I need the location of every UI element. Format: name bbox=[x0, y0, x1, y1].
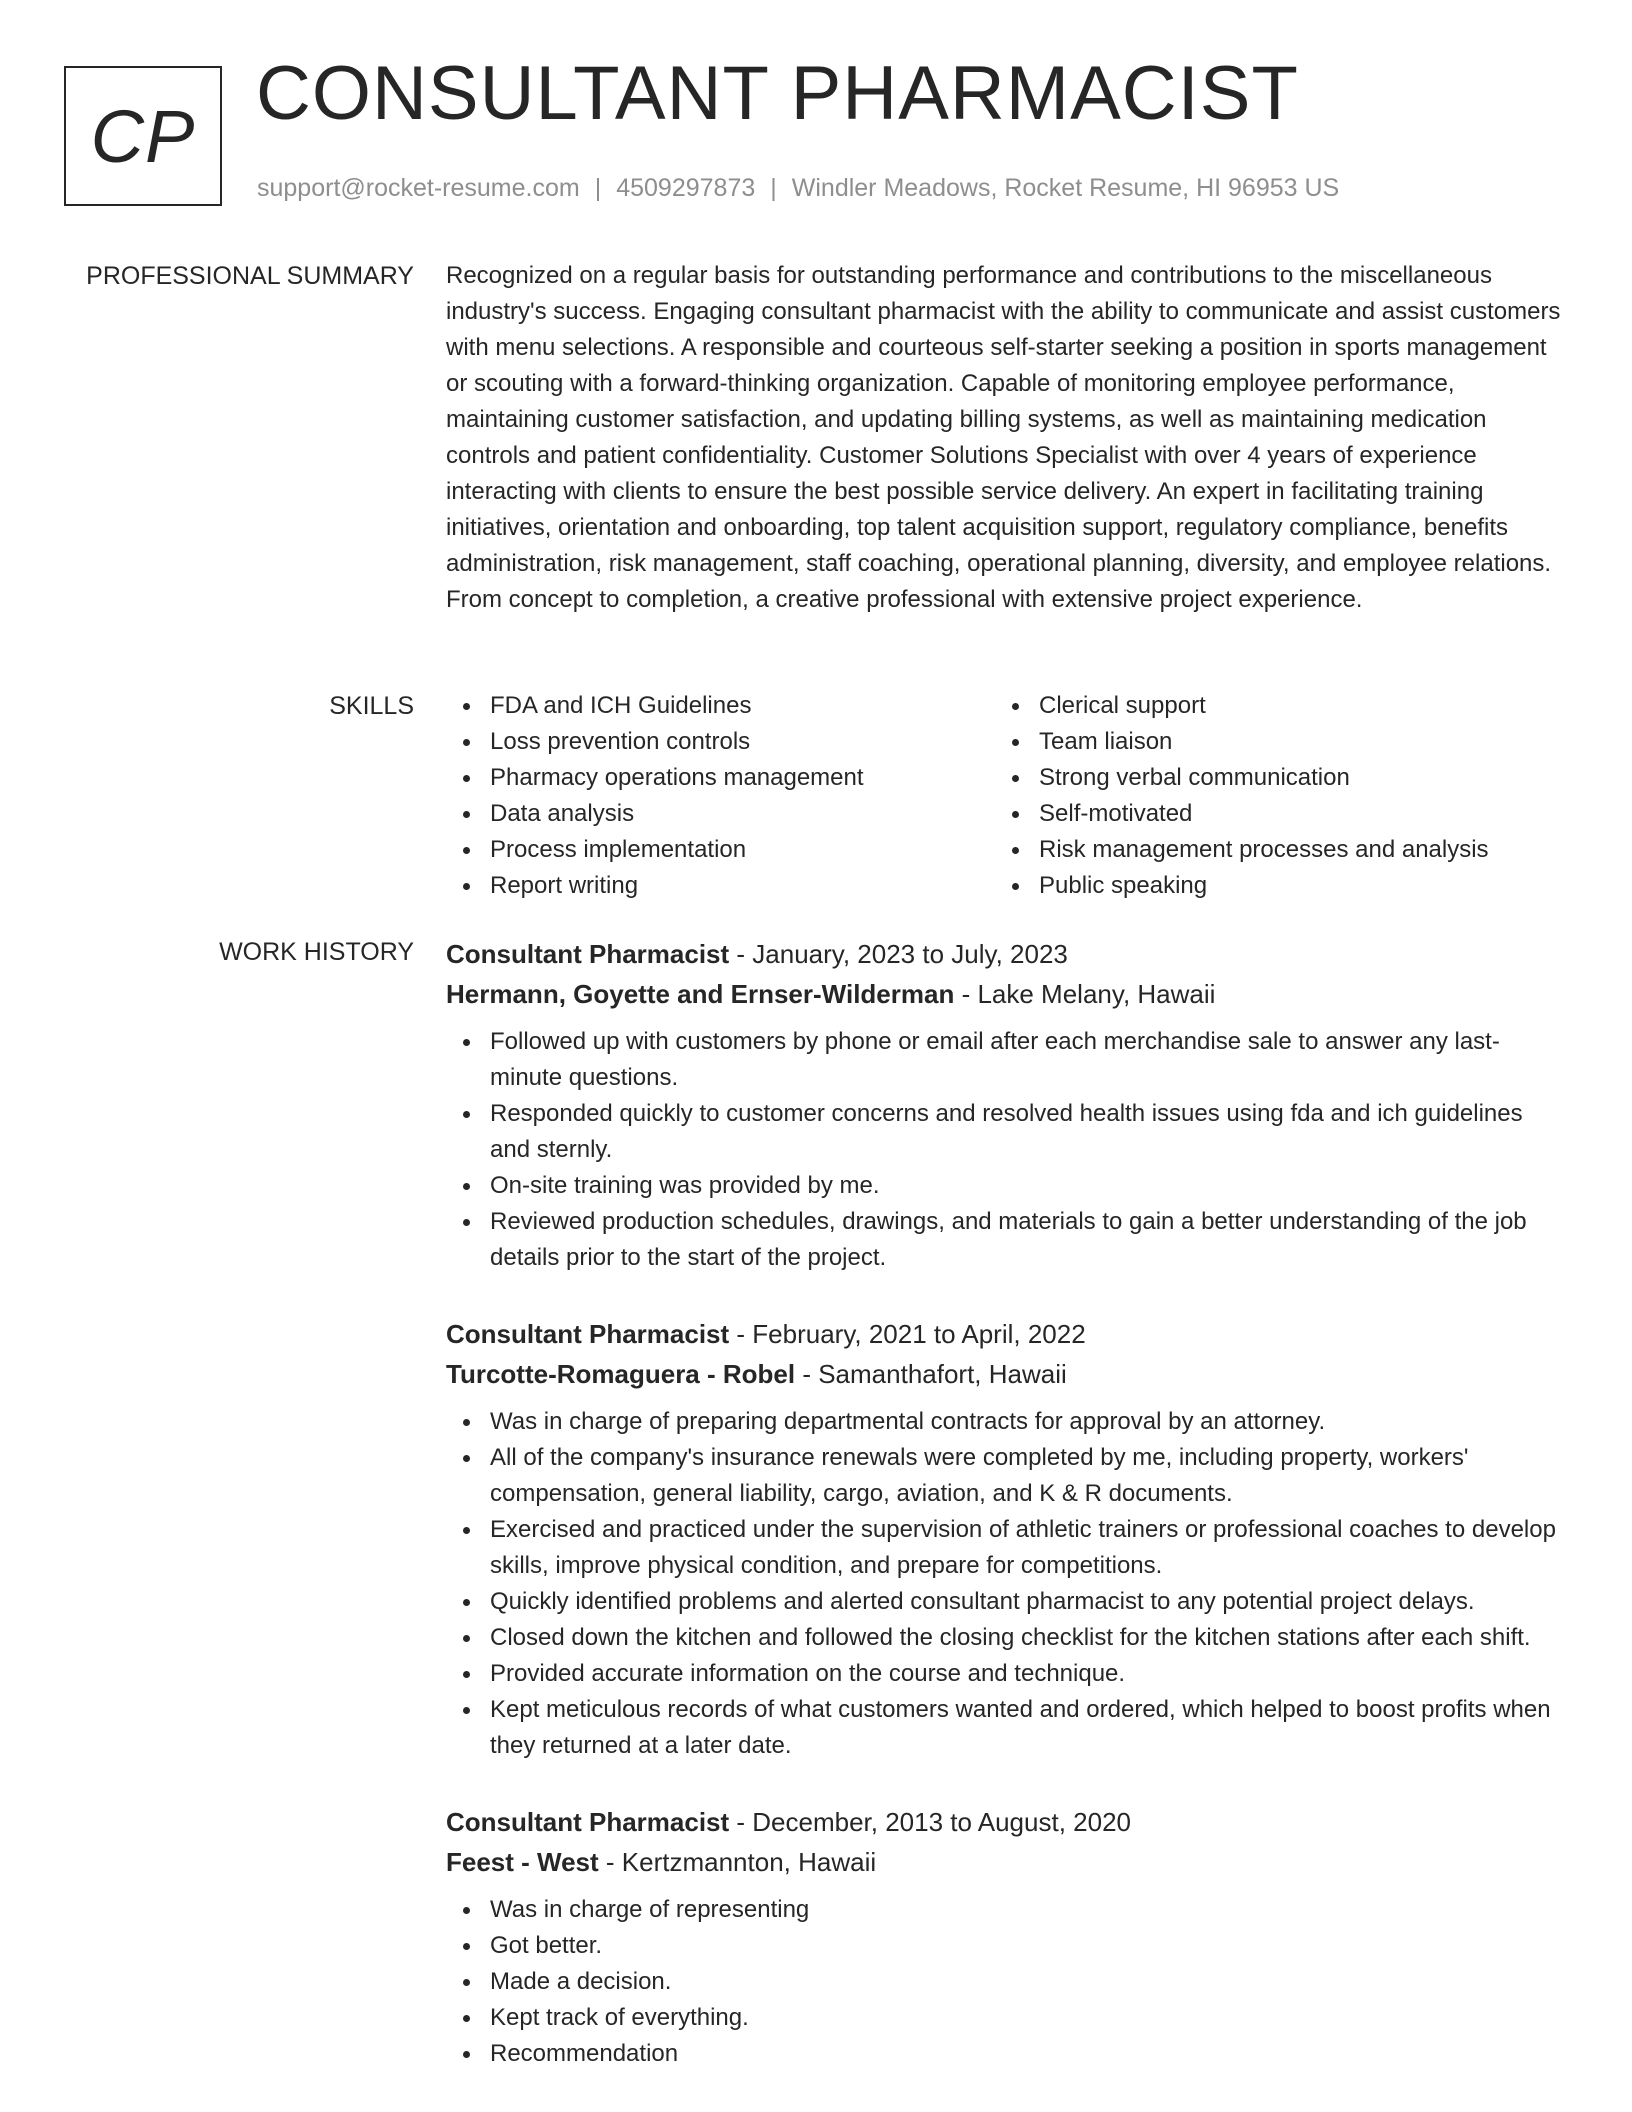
section-heading-skills: SKILLS bbox=[329, 692, 414, 720]
skills-list-right bbox=[995, 688, 1544, 904]
job-bullet: Got better. bbox=[490, 1928, 1564, 1964]
skills-columns bbox=[446, 688, 1564, 904]
job-company: Hermann, Goyette and Ernser-Wilderman bbox=[446, 979, 955, 1009]
job-bullet: Made a decision. bbox=[490, 1964, 1564, 2000]
section-heading-summary: PROFESSIONAL SUMMARY bbox=[86, 262, 414, 290]
job-location: - Kertzmannton, Hawaii bbox=[598, 1847, 877, 1877]
job-bullet: Kept meticulous records of what customers wanted and ordered, which helped to boost profits when they returned at a later date. bbox=[490, 1692, 1564, 1764]
contact-email[interactable]: support@rocket-resume.com bbox=[257, 174, 580, 202]
job-bullet: Kept track of everything. bbox=[490, 2000, 1564, 2036]
skill-item: Clerical support bbox=[1039, 688, 1544, 724]
skill-item: Risk management processes and analysis bbox=[1039, 832, 1544, 868]
job-bullet: Closed down the kitchen and followed the closing checklist for the kitchen stations after each shift. bbox=[490, 1620, 1564, 1656]
skill-item: Self-motivated bbox=[1039, 796, 1544, 832]
job-bullet: Quickly identified problems and alerted consultant pharmacist to any potential project delays. bbox=[490, 1584, 1564, 1620]
skill-item: Loss prevention controls bbox=[490, 724, 995, 760]
job-bullet: All of the company's insurance renewals were completed by me, including property, workers' compensation, general liability, cargo, aviation, and K & R documents. bbox=[490, 1440, 1564, 1512]
job-bullet: Provided accurate information on the course and technique. bbox=[490, 1656, 1564, 1692]
summary-text: Recognized on a regular basis for outstanding performance and contributions to the miscellaneous industry's success. Engaging consultant pharmacist with the ability to communicate and assist customers with menu selections. A responsible and courteous self-starter seeking a position in sports management or scouting with a forward-thinking organization. Capable of monitoring employee performance, maintaining customer satisfaction, and updating billing systems, as well as maintaining medication controls and patient confidentiality. Customer Solutions Specialist with over 4 years of experience interacting with clients to ensure the best possible service delivery. An expert in facilitating training initiatives, orientation and onboarding, top talent acquisition support, regulatory compliance, benefits administration, risk management, staff coaching, operational planning, diversity, and employee relations. From concept to completion, a creative professional with extensive project experience. bbox=[446, 262, 1561, 613]
work-history-body bbox=[446, 934, 1564, 2110]
contact-separator: | bbox=[770, 174, 777, 202]
contact-address: Windler Meadows, Rocket Resume, HI 96953 US bbox=[791, 174, 1340, 202]
resume-name: CONSULTANT PHARMACIST bbox=[256, 51, 1299, 136]
contact-line bbox=[257, 176, 1339, 201]
job-location: - Samanthafort, Hawaii bbox=[795, 1359, 1067, 1389]
job-company-line bbox=[446, 974, 1564, 1014]
job-entry bbox=[446, 1314, 1564, 1764]
contact-phone[interactable]: 4509297873 bbox=[616, 174, 756, 202]
job-bullet: Followed up with customers by phone or email after each merchandise sale to answer any last-minute questions. bbox=[490, 1024, 1564, 1096]
job-title-line bbox=[446, 1314, 1564, 1354]
job-title: Consultant Pharmacist bbox=[446, 1319, 730, 1349]
skill-item: Process implementation bbox=[490, 832, 995, 868]
job-bullets bbox=[446, 1024, 1564, 1276]
job-title-line bbox=[446, 934, 1564, 974]
job-entry bbox=[446, 1802, 1564, 2072]
job-bullet: On-site training was provided by me. bbox=[490, 1168, 1564, 1204]
contact-separator: | bbox=[594, 174, 602, 202]
job-dates: - February, 2021 to April, 2022 bbox=[729, 1319, 1086, 1349]
job-bullets bbox=[446, 1892, 1564, 2072]
skill-item: Pharmacy operations management bbox=[490, 760, 995, 796]
skills-list-left bbox=[446, 688, 995, 904]
job-company-line bbox=[446, 1354, 1564, 1394]
job-bullet: Was in charge of representing bbox=[490, 1892, 1564, 1928]
job-location: - Lake Melany, Hawaii bbox=[954, 979, 1216, 1009]
job-entry bbox=[446, 934, 1564, 1276]
job-bullet: Was in charge of preparing departmental contracts for approval by an attorney. bbox=[490, 1404, 1564, 1440]
job-title-line bbox=[446, 1802, 1564, 1842]
job-company: Turcotte-Romaguera - Robel bbox=[446, 1359, 796, 1389]
skill-item: FDA and ICH Guidelines bbox=[490, 688, 995, 724]
skill-item: Strong verbal communication bbox=[1039, 760, 1544, 796]
job-dates: - December, 2013 to August, 2020 bbox=[729, 1807, 1131, 1837]
section-heading-work: WORK HISTORY bbox=[219, 938, 414, 966]
job-dates: - January, 2023 to July, 2023 bbox=[729, 939, 1068, 969]
job-bullet: Reviewed production schedules, drawings, and materials to gain a better understanding of the job details prior to the start of the project. bbox=[490, 1204, 1564, 1276]
skill-item: Report writing bbox=[490, 868, 995, 904]
job-bullet: Responded quickly to customer concerns and resolved health issues using fda and ich guidelines and sternly. bbox=[490, 1096, 1564, 1168]
skill-item: Team liaison bbox=[1039, 724, 1544, 760]
job-bullet: Exercised and practiced under the supervision of athletic trainers or professional coaches to develop skills, improve physical condition, and prepare for competitions. bbox=[490, 1512, 1564, 1584]
monogram-badge bbox=[64, 66, 222, 206]
monogram-initials: CP bbox=[90, 94, 196, 178]
job-company-line bbox=[446, 1842, 1564, 1882]
job-title: Consultant Pharmacist bbox=[446, 939, 730, 969]
job-bullet: Recommendation bbox=[490, 2036, 1564, 2072]
job-bullets bbox=[446, 1404, 1564, 1764]
job-company: Feest - West bbox=[446, 1847, 599, 1877]
skill-item: Data analysis bbox=[490, 796, 995, 832]
job-title: Consultant Pharmacist bbox=[446, 1807, 730, 1837]
skill-item: Public speaking bbox=[1039, 868, 1544, 904]
